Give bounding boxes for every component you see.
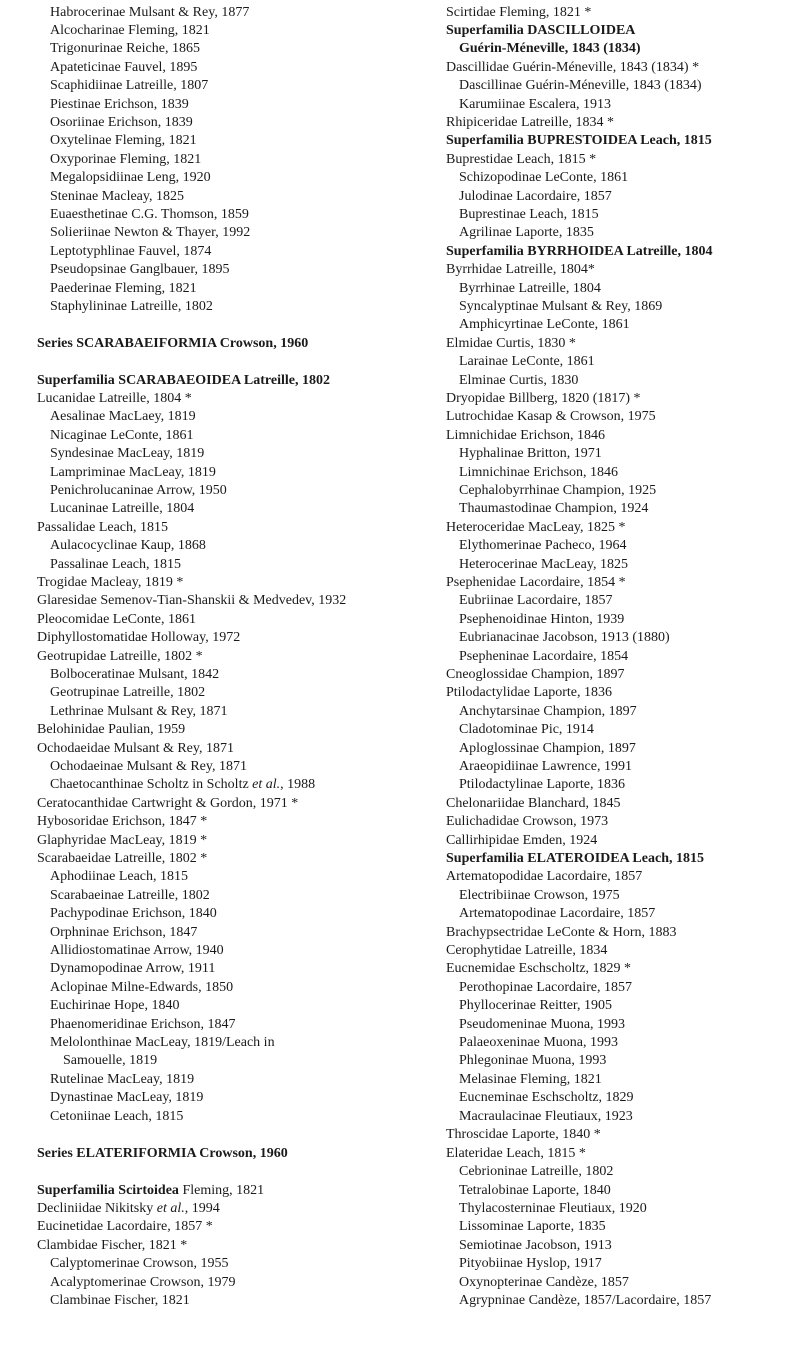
taxon-line xyxy=(50,1016,235,1035)
taxon-text: Melolonthinae MacLeay, 1819/Leach in xyxy=(50,1035,275,1050)
taxon-text: Scarabaeinae Latreille, 1802 xyxy=(50,888,210,903)
taxon-italic: et al. xyxy=(252,777,281,792)
taxon-line xyxy=(446,924,677,943)
taxon-line xyxy=(459,188,612,207)
heading-line xyxy=(446,243,713,262)
taxon-text: Artematopodidae Lacordaire, 1857 xyxy=(446,869,643,884)
heading-line xyxy=(446,850,704,869)
taxon-text: Buprestidae Leach, 1815 * xyxy=(446,152,597,167)
taxon-line xyxy=(459,77,702,96)
taxon-text: Aploglossinae Champion, 1897 xyxy=(459,741,636,756)
taxon-text: Superfamilia BUPRESTOIDEA Leach, 1815 xyxy=(446,133,712,148)
taxon-suffix: , 1994 xyxy=(184,1201,220,1216)
taxon-line xyxy=(37,611,196,630)
taxon-text: Psephenoidinae Hinton, 1939 xyxy=(459,612,625,627)
taxon-line xyxy=(63,1052,157,1071)
taxon-line xyxy=(459,96,611,115)
taxon-line xyxy=(446,408,656,427)
taxon-line xyxy=(459,611,624,630)
taxon-line xyxy=(459,1108,633,1127)
taxon-line xyxy=(50,206,249,225)
taxon-text: Macraulacinae Fleutiaux, 1923 xyxy=(459,1109,633,1124)
taxon-text: Larainae LeConte, 1861 xyxy=(459,354,595,369)
taxon-text: Ochodaeinae Mulsant & Rey, 1871 xyxy=(50,759,247,774)
taxon-text: Elminae Curtis, 1830 xyxy=(459,373,579,388)
taxon-text: Dascillinae Guérin-Méneville, 1843 (1834) xyxy=(459,78,702,93)
taxon-text: Eubriinae Lacordaire, 1857 xyxy=(459,593,613,608)
taxon-line xyxy=(459,1182,611,1201)
taxon-line xyxy=(37,1200,220,1219)
taxon-text: Byrrhidae Latreille, 1804* xyxy=(446,262,595,277)
taxon-text: Dryopidae Billberg, 1820 (1817) * xyxy=(446,391,641,406)
taxon-text: Chelonariidae Blanchard, 1845 xyxy=(446,796,621,811)
taxon-text: Araeopidiinae Lawrence, 1991 xyxy=(459,759,632,774)
taxon-text: Electribiinae Crowson, 1975 xyxy=(459,888,620,903)
taxon-line xyxy=(459,1089,634,1108)
taxon-text: Lethrinae Mulsant & Rey, 1871 xyxy=(50,704,228,719)
taxon-text: Allidiostomatinae Arrow, 1940 xyxy=(50,943,224,958)
taxon-line xyxy=(37,1218,213,1237)
heading-line xyxy=(37,1182,264,1201)
taxon-line xyxy=(37,740,234,759)
taxon-text: Lampriminae MacLeay, 1819 xyxy=(50,465,216,480)
taxon-line xyxy=(50,114,193,133)
taxon-line xyxy=(50,684,205,703)
taxon-line xyxy=(459,1071,602,1090)
taxon-line xyxy=(459,1163,613,1182)
taxon-text: Superfamilia Scirtoidea xyxy=(37,1183,179,1198)
taxon-text: Pseudomeninae Muona, 1993 xyxy=(459,1017,626,1032)
taxon-text: Geotrupinae Latreille, 1802 xyxy=(50,685,206,700)
taxon-line xyxy=(50,243,211,262)
taxon-text: Decliniidae Nikitsky xyxy=(37,1201,157,1216)
taxon-text: Series ELATERIFORMIA Crowson, 1960 xyxy=(37,1146,288,1161)
taxon-text: Superfamilia ELATEROIDEA Leach, 1815 xyxy=(446,851,704,866)
taxon-line xyxy=(37,629,240,648)
taxon-line xyxy=(50,132,197,151)
taxon-line xyxy=(459,316,630,335)
taxon-text: Euaesthetinae C.G. Thomson, 1859 xyxy=(50,207,249,222)
taxon-line xyxy=(459,887,620,906)
taxon-text: Paederinae Fleming, 1821 xyxy=(50,281,197,296)
taxon-text: Alcocharinae Fleming, 1821 xyxy=(50,23,210,38)
taxon-line xyxy=(37,832,207,851)
taxon-line xyxy=(37,813,207,832)
taxon-line xyxy=(459,703,637,722)
taxon-text: Cneoglossidae Champion, 1897 xyxy=(446,667,625,682)
taxon-line xyxy=(459,169,628,188)
taxon-text: Phlegoninae Muona, 1993 xyxy=(459,1053,607,1068)
taxon-text: Oxynopterinae Candèze, 1857 xyxy=(459,1275,629,1290)
taxon-line xyxy=(50,905,217,924)
taxon-line xyxy=(459,1200,647,1219)
taxon-line xyxy=(446,868,642,887)
taxon-text: Eucneminae Eschscholtz, 1829 xyxy=(459,1090,634,1105)
taxon-line xyxy=(50,1108,183,1127)
taxon-line xyxy=(446,1126,601,1145)
taxon-line xyxy=(459,224,594,243)
taxon-text: Calyptomerinae Crowson, 1955 xyxy=(50,1256,229,1271)
taxon-text: Osoriinae Erichson, 1839 xyxy=(50,115,193,130)
taxon-line xyxy=(446,427,605,446)
taxon-line xyxy=(50,298,213,317)
taxon-line xyxy=(446,261,595,280)
taxon-text: Trogidae Macleay, 1819 * xyxy=(37,575,184,590)
taxon-text: Samouelle, 1819 xyxy=(63,1053,158,1068)
taxon-line xyxy=(50,887,210,906)
taxon-text: Pseudopsinae Ganglbauer, 1895 xyxy=(50,262,230,277)
taxon-line xyxy=(459,740,636,759)
taxon-line xyxy=(50,979,233,998)
taxon-line xyxy=(459,997,612,1016)
taxon-line xyxy=(50,77,208,96)
taxon-text: Elythomerinae Pacheco, 1964 xyxy=(459,538,627,553)
taxon-line xyxy=(459,1016,625,1035)
taxon-line xyxy=(37,519,168,538)
taxon-line xyxy=(446,813,608,832)
taxon-text: Acalyptomerinae Crowson, 1979 xyxy=(50,1275,236,1290)
taxon-text: Callirhipidae Emden, 1924 xyxy=(446,833,598,848)
taxon-text: Elateridae Leach, 1815 * xyxy=(446,1146,586,1161)
taxon-line xyxy=(37,390,192,409)
heading-line xyxy=(446,132,712,151)
taxon-text: Pleocomidae LeConte, 1861 xyxy=(37,612,197,627)
taxon-line xyxy=(459,721,594,740)
taxon-line xyxy=(37,795,298,814)
taxon-line xyxy=(446,942,607,961)
taxon-text: Aclopinae Milne-Edwards, 1850 xyxy=(50,980,234,995)
taxon-line xyxy=(50,537,206,556)
taxon-line xyxy=(459,482,656,501)
taxon-text: Bolboceratinae Mulsant, 1842 xyxy=(50,667,220,682)
taxon-line xyxy=(50,1274,235,1293)
taxon-text: Staphylininae Latreille, 1802 xyxy=(50,299,213,314)
taxon-line xyxy=(446,960,631,979)
taxon-text: Byrrhinae Latreille, 1804 xyxy=(459,281,601,296)
taxon-text: Megalopsidiinae Leng, 1920 xyxy=(50,170,211,185)
taxon-line xyxy=(50,758,247,777)
taxon-text: Oxytelinae Fleming, 1821 xyxy=(50,133,197,148)
taxon-text: Lucanidae Latreille, 1804 * xyxy=(37,391,192,406)
taxon-line xyxy=(50,1292,190,1311)
taxon-text: Cebrioninae Latreille, 1802 xyxy=(459,1164,614,1179)
taxon-text: Semiotinae Jacobson, 1913 xyxy=(459,1238,612,1253)
taxon-text: Ceratocanthidae Cartwright & Gordon, 1971 * xyxy=(37,796,299,811)
taxon-line xyxy=(50,776,315,795)
taxon-line xyxy=(459,1218,606,1237)
taxon-text: Series SCARABAEIFORMIA Crowson, 1960 xyxy=(37,336,309,351)
taxon-text: Trigonurinae Reiche, 1865 xyxy=(50,41,200,56)
taxon-line xyxy=(50,22,210,41)
heading-line xyxy=(37,372,330,391)
taxon-line xyxy=(459,776,625,795)
taxon-line xyxy=(50,96,189,115)
taxon-text: Habrocerinae Mulsant & Rey, 1877 xyxy=(50,5,250,20)
taxon-line xyxy=(459,445,602,464)
taxon-line xyxy=(37,648,203,667)
heading-line xyxy=(459,40,641,59)
taxon-text: Ptilodactylidae Laporte, 1836 xyxy=(446,685,613,700)
taxon-line xyxy=(459,298,662,317)
taxon-text: Karumiinae Escalera, 1913 xyxy=(459,97,611,112)
taxon-line xyxy=(50,868,188,887)
taxon-text: Chaetocanthinae Scholtz in Scholtz xyxy=(50,777,253,792)
taxon-line xyxy=(50,1071,194,1090)
taxon-text: Clambinae Fischer, 1821 xyxy=(50,1293,190,1308)
taxon-text: Schizopodinae LeConte, 1861 xyxy=(459,170,629,185)
taxon-line xyxy=(446,1145,586,1164)
taxon-text: Scarabaeidae Latreille, 1802 * xyxy=(37,851,208,866)
taxon-text: Cladotominae Pic, 1914 xyxy=(459,722,594,737)
taxon-text: Lissominae Laporte, 1835 xyxy=(459,1219,606,1234)
taxon-line xyxy=(446,4,591,23)
taxon-line xyxy=(50,151,201,170)
taxon-line xyxy=(50,556,181,575)
taxon-text: Scaphidiinae Latreille, 1807 xyxy=(50,78,209,93)
taxon-text: Limnichidae Erichson, 1846 xyxy=(446,428,606,443)
taxon-line xyxy=(459,1237,612,1256)
taxon-line xyxy=(50,1034,275,1053)
heading-line xyxy=(37,1145,288,1164)
taxon-text: Solieriinae Newton & Thayer, 1992 xyxy=(50,225,251,240)
taxon-line xyxy=(446,832,597,851)
taxon-line xyxy=(50,427,193,446)
taxon-line xyxy=(37,574,183,593)
taxon-line xyxy=(50,1089,203,1108)
taxon-text: Thylacosterninae Fleutiaux, 1920 xyxy=(459,1201,647,1216)
taxon-line xyxy=(459,1255,602,1274)
taxon-text: Passalidae Leach, 1815 xyxy=(37,520,169,535)
taxon-line xyxy=(37,592,346,611)
taxon-text: Hybosoridae Erichson, 1847 * xyxy=(37,814,208,829)
taxon-text: Syndesinae MacLeay, 1819 xyxy=(50,446,205,461)
taxon-line xyxy=(446,335,576,354)
taxon-line xyxy=(37,721,185,740)
taxon-line xyxy=(459,556,628,575)
taxon-text: Eucinetidae Lacordaire, 1857 * xyxy=(37,1219,213,1234)
taxon-suffix: Fleming, 1821 xyxy=(178,1183,265,1198)
taxon-text: Steninae Macleay, 1825 xyxy=(50,189,184,204)
taxon-text: Euchirinae Hope, 1840 xyxy=(50,998,180,1013)
heading-line xyxy=(37,335,308,354)
taxon-text: Throscidae Laporte, 1840 * xyxy=(446,1127,601,1142)
taxon-text: Ochodaeidae Mulsant & Rey, 1871 xyxy=(37,741,234,756)
taxon-text: Thaumastodinae Champion, 1924 xyxy=(459,501,649,516)
taxon-text: Eucnemidae Eschscholtz, 1829 * xyxy=(446,961,632,976)
taxon-text: Anchytarsinae Champion, 1897 xyxy=(459,704,637,719)
taxon-line xyxy=(50,960,215,979)
taxon-text: Rhipiceridae Latreille, 1834 * xyxy=(446,115,614,130)
taxon-line xyxy=(50,188,184,207)
taxon-text: Eubrianacinae Jacobson, 1913 (1880) xyxy=(459,630,670,645)
taxon-line xyxy=(459,537,627,556)
taxon-text: Cerophytidae Latreille, 1834 xyxy=(446,943,608,958)
taxon-line xyxy=(459,629,670,648)
taxon-text: Dascillidae Guérin-Méneville, 1843 (1834) * xyxy=(446,60,700,75)
taxon-text: Clambidae Fischer, 1821 * xyxy=(37,1238,188,1253)
taxon-line xyxy=(459,206,599,225)
taxon-line xyxy=(459,1034,618,1053)
taxon-text: Eulichadidae Crowson, 1973 xyxy=(446,814,609,829)
taxon-line xyxy=(446,795,621,814)
taxon-line xyxy=(50,445,204,464)
taxon-line xyxy=(459,464,618,483)
taxon-text: Julodinae Lacordaire, 1857 xyxy=(459,189,612,204)
taxon-text: Buprestinae Leach, 1815 xyxy=(459,207,599,222)
taxon-line xyxy=(459,353,595,372)
taxon-text: Glaresidae Semenov-Tian-Shanskii & Medvedev, 1932 xyxy=(37,593,347,608)
taxon-text: Oxyporinae Fleming, 1821 xyxy=(50,152,202,167)
taxon-line xyxy=(459,1274,629,1293)
taxon-line xyxy=(459,1292,711,1311)
taxon-line xyxy=(50,40,200,59)
taxon-line xyxy=(50,4,249,23)
taxon-line xyxy=(50,924,197,943)
taxon-line xyxy=(459,280,601,299)
taxon-line xyxy=(50,464,216,483)
taxon-text: Nicaginae LeConte, 1861 xyxy=(50,428,194,443)
taxon-text: Leptotyphlinae Fauvel, 1874 xyxy=(50,244,212,259)
taxon-line xyxy=(50,482,227,501)
taxon-text: Penichrolucaninae Arrow, 1950 xyxy=(50,483,227,498)
taxon-text: Lucaninae Latreille, 1804 xyxy=(50,501,195,516)
taxon-text: Pityobiinae Hyslop, 1917 xyxy=(459,1256,602,1271)
taxon-text: Lutrochidae Kasap & Crowson, 1975 xyxy=(446,409,656,424)
taxon-line xyxy=(50,224,250,243)
taxon-line xyxy=(446,666,625,685)
heading-line xyxy=(446,22,635,41)
taxon-text: Tetralobinae Laporte, 1840 xyxy=(459,1183,611,1198)
taxon-text: Palaeoxeninae Muona, 1993 xyxy=(459,1035,619,1050)
taxon-line xyxy=(50,703,228,722)
taxon-text: Diphyllostomatidae Holloway, 1972 xyxy=(37,630,241,645)
taxon-line xyxy=(459,1052,606,1071)
taxon-text: Phaenomeridinae Erichson, 1847 xyxy=(50,1017,236,1032)
taxon-line xyxy=(459,905,655,924)
taxon-line xyxy=(446,151,596,170)
taxon-text: Geotrupidae Latreille, 1802 * xyxy=(37,649,203,664)
taxon-line xyxy=(50,408,196,427)
taxon-line xyxy=(459,500,648,519)
taxon-line xyxy=(37,850,207,869)
taxon-text: Psephenidae Lacordaire, 1854 * xyxy=(446,575,626,590)
taxon-italic: et al. xyxy=(156,1201,185,1216)
taxon-text: Superfamilia BYRRHOIDEA Latreille, 1804 xyxy=(446,244,713,259)
taxon-text: Agrilinae Laporte, 1835 xyxy=(459,225,594,240)
taxon-line xyxy=(459,372,578,391)
taxon-text: Orphninae Erichson, 1847 xyxy=(50,925,198,940)
taxon-text: Aesalinae MacLaey, 1819 xyxy=(50,409,196,424)
taxon-line xyxy=(50,59,197,78)
taxon-text: Limnichinae Erichson, 1846 xyxy=(459,465,619,480)
taxon-text: Phyllocerinae Reitter, 1905 xyxy=(459,998,613,1013)
taxon-line xyxy=(50,1255,228,1274)
taxon-text: Hyphalinae Britton, 1971 xyxy=(459,446,602,461)
taxon-text: Belohinidae Paulian, 1959 xyxy=(37,722,186,737)
taxon-text: Syncalyptinae Mulsant & Rey, 1869 xyxy=(459,299,663,314)
taxon-text: Piestinae Erichson, 1839 xyxy=(50,97,189,112)
taxon-suffix: , 1988 xyxy=(280,777,316,792)
taxon-text: Glaphyridae MacLeay, 1819 * xyxy=(37,833,208,848)
taxon-line xyxy=(446,684,612,703)
taxon-text: Superfamilia SCARABAEOIDEA Latreille, 1802 xyxy=(37,373,330,388)
taxon-text: Dynastinae MacLeay, 1819 xyxy=(50,1090,204,1105)
taxon-text: Cephalobyrrhinae Champion, 1925 xyxy=(459,483,657,498)
taxon-text: Dynamopodinae Arrow, 1911 xyxy=(50,961,216,976)
taxon-line xyxy=(50,500,194,519)
taxon-line xyxy=(459,592,613,611)
taxon-text: Guérin-Méneville, 1843 (1834) xyxy=(459,41,641,56)
taxon-line xyxy=(446,519,625,538)
taxon-line xyxy=(459,758,632,777)
taxon-line xyxy=(50,997,179,1016)
taxon-text: Heteroceridae MacLeay, 1825 * xyxy=(446,520,626,535)
taxon-text: Aulacocyclinae Kaup, 1868 xyxy=(50,538,206,553)
taxon-text: Superfamilia DASCILLOIDEA xyxy=(446,23,636,38)
taxon-text: Cetoniinae Leach, 1815 xyxy=(50,1109,184,1124)
taxon-text: Brachypsectridae LeConte & Horn, 1883 xyxy=(446,925,677,940)
taxon-line xyxy=(446,390,641,409)
taxon-text: Ptilodactylinae Laporte, 1836 xyxy=(459,777,626,792)
taxon-text: Passalinae Leach, 1815 xyxy=(50,557,182,572)
taxon-text: Rutelinae MacLeay, 1819 xyxy=(50,1072,195,1087)
taxon-line xyxy=(459,979,632,998)
taxon-text: Apateticinae Fauvel, 1895 xyxy=(50,60,198,75)
taxon-text: Agrypninae Candèze, 1857/Lacordaire, 1857 xyxy=(459,1293,712,1308)
taxon-text: Heterocerinae MacLeay, 1825 xyxy=(459,557,628,572)
taxon-line xyxy=(50,280,197,299)
taxon-line xyxy=(50,169,211,188)
taxon-text: Scirtidae Fleming, 1821 * xyxy=(446,5,592,20)
taxon-text: Aphodiinae Leach, 1815 xyxy=(50,869,189,884)
taxon-line xyxy=(50,666,219,685)
taxon-text: Amphicyrtinae LeConte, 1861 xyxy=(459,317,630,332)
taxon-line xyxy=(446,114,614,133)
taxon-line xyxy=(459,648,628,667)
taxon-line xyxy=(50,942,224,961)
taxon-line xyxy=(50,261,229,280)
taxon-line xyxy=(446,574,626,593)
taxon-line xyxy=(37,1237,187,1256)
taxon-text: Pachypodinae Erichson, 1840 xyxy=(50,906,217,921)
taxon-line xyxy=(446,59,699,78)
taxon-text: Artematopodinae Lacordaire, 1857 xyxy=(459,906,656,921)
taxon-text: Elmidae Curtis, 1830 * xyxy=(446,336,576,351)
taxon-text: Melasinae Fleming, 1821 xyxy=(459,1072,602,1087)
taxon-text: Perothopinae Lacordaire, 1857 xyxy=(459,980,632,995)
taxon-text: Psepheninae Lacordaire, 1854 xyxy=(459,649,629,664)
